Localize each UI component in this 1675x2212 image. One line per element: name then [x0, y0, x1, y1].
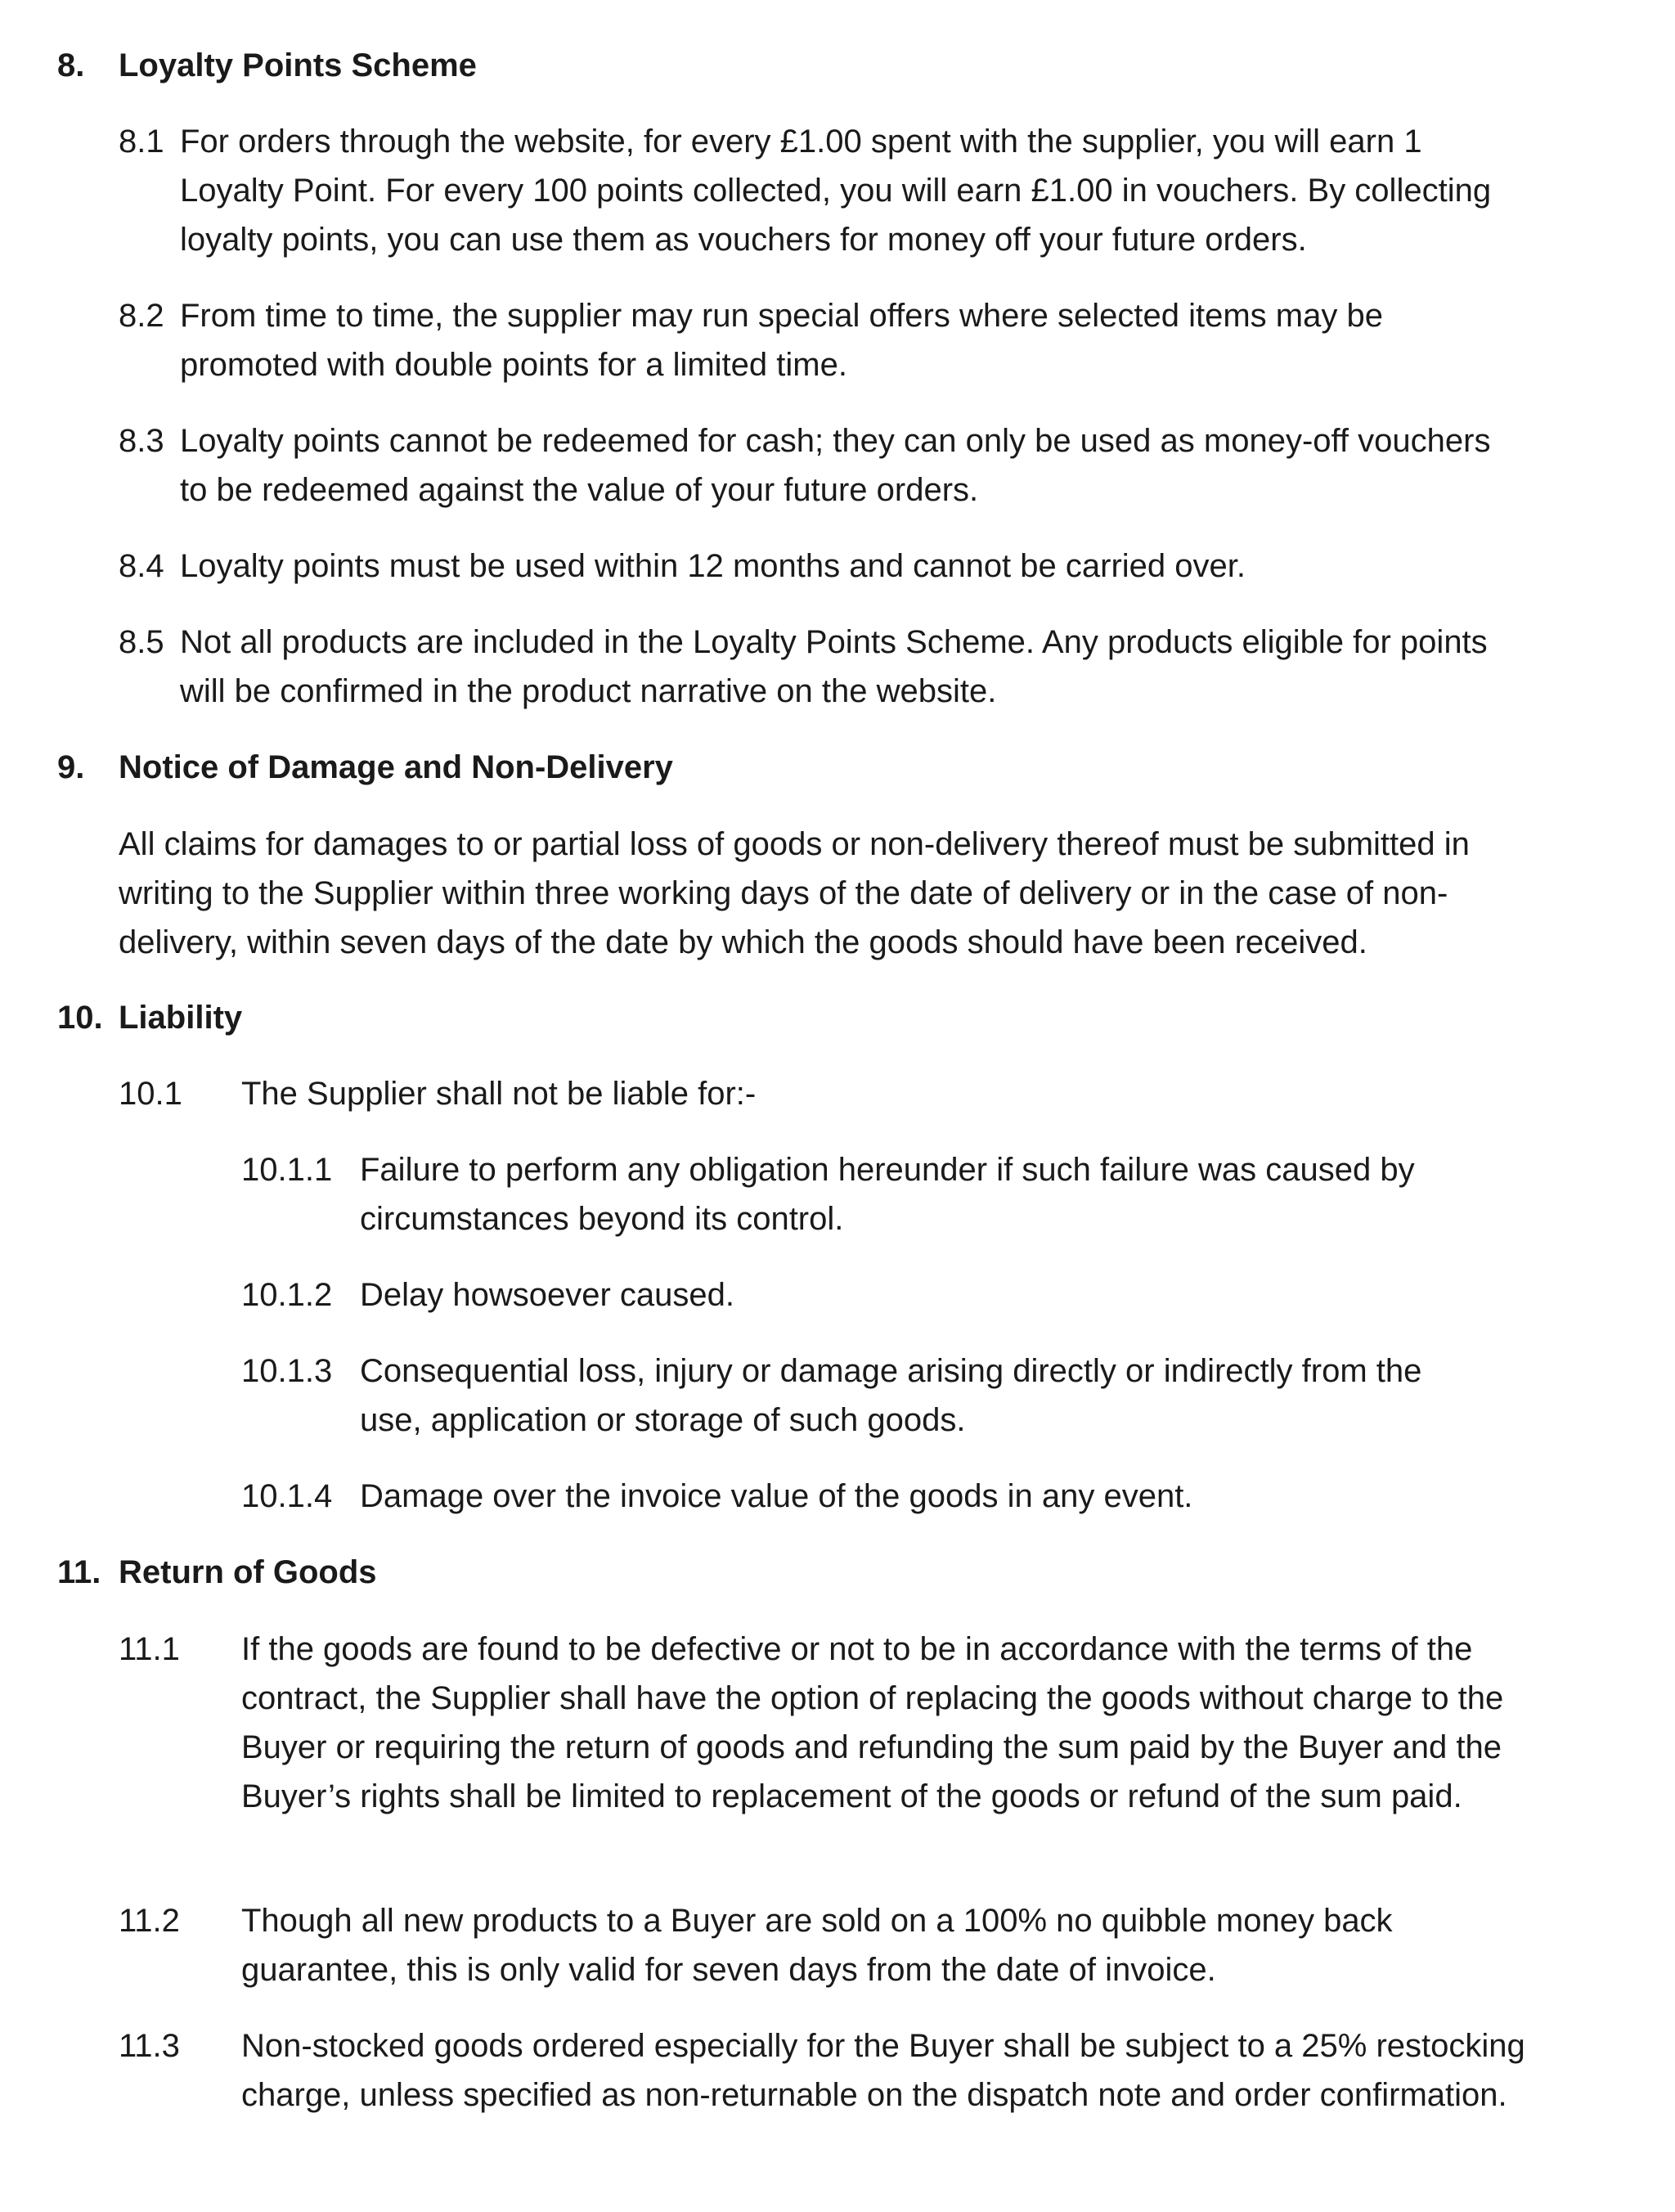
section-number: 11. [57, 1554, 101, 1590]
clause-10-1 [119, 1069, 1525, 1118]
subclause-number: 10.1.2 [241, 1277, 333, 1313]
section-title: Loyalty Points Scheme [119, 47, 477, 83]
clause-8-5 [119, 618, 1525, 716]
section-title: Return of Goods [119, 1554, 377, 1590]
clause-number: 10.1 [119, 1076, 182, 1112]
section-title: Notice of Damage and Non-Delivery [119, 749, 673, 785]
clause-11-1 [119, 1625, 1525, 1821]
clause-number: 8.5 [119, 624, 164, 660]
clause-text: For orders through the website, for every £1.00 spent with the supplier, you will earn 1 Loyalty Point. For every 100 points collected, you will earn £1.00 in vouchers. By collecting loyalty points, you can use them as vouchers for money off your future orders. [180, 124, 1492, 258]
subclause-text: Failure to perform any obligation hereunder if such failure was caused by circumstances beyond its control. [360, 1152, 1415, 1237]
clause-11-2 [119, 1896, 1525, 1994]
clause-number: 8.4 [119, 548, 164, 584]
clause-text: Though all new products to a Buyer are sold on a 100% no quibble money back guarantee, this is only valid for seven days from the date of invoice. [241, 1903, 1393, 1988]
clause-number: 11.3 [119, 2028, 180, 2064]
clause-text: Loyalty points must be used within 12 months and cannot be carried over. [180, 548, 1246, 584]
clause-8-2 [119, 291, 1525, 389]
clause-text: If the goods are found to be defective or not to be in accordance with the terms of the contract, the Supplier shall have the option of replacing the goods without charge to the Buyer or requiring the return of goods and refunding the sum paid by the Buyer and the Buyer’s rights shall be limited to replacement of the goods or refund of the sum paid. [241, 1631, 1504, 1814]
subclause-10-1-2 [241, 1270, 1484, 1320]
clause-number: 8.1 [119, 124, 164, 160]
clause-8-4 [119, 542, 1525, 591]
clause-8-3 [119, 416, 1525, 515]
clause-number: 11.2 [119, 1903, 180, 1939]
clause-text: Loyalty points cannot be redeemed for cash; they can only be used as money-off vouchers to be redeemed against the value of your future orders. [180, 423, 1491, 508]
clause-text: Non-stocked goods ordered especially for the Buyer shall be subject to a 25% restocking charge, unless specified as non-returnable on the dispatch note and order confirmation. [241, 2028, 1525, 2113]
subclause-number: 10.1.4 [241, 1478, 333, 1514]
clause-8-1 [119, 117, 1525, 264]
section-9-heading [57, 743, 673, 792]
clause-11-3 [119, 2021, 1525, 2120]
clause-number: 8.3 [119, 423, 164, 459]
clause-number: 11.1 [119, 1631, 180, 1667]
subclause-text: Damage over the invoice value of the goods in any event. [360, 1478, 1193, 1514]
subclause-text: Delay howsoever caused. [360, 1277, 735, 1313]
section-number: 10. [57, 1000, 103, 1036]
subclause-number: 10.1.3 [241, 1353, 333, 1389]
subclause-10-1-3 [241, 1347, 1484, 1445]
section-9-body: All claims for damages to or partial loss of goods or non-delivery thereof must be submitted in writing to the Supplier within three working days of the date of delivery or in the case of non-delivery, within seven days of the date by which the goods should have been received. [119, 826, 1470, 960]
subclause-text: Consequential loss, injury or damage arising directly or indirectly from the use, application or storage of such goods. [360, 1353, 1422, 1438]
section-11-heading [57, 1548, 377, 1597]
clause-text: Not all products are included in the Loyalty Points Scheme. Any products eligible for points will be confirmed in the product narrative on the website. [180, 624, 1488, 709]
clause-number: 8.2 [119, 298, 164, 334]
clause-text: From time to time, the supplier may run special offers where selected items may be promoted with double points for a limited time. [180, 298, 1383, 383]
section-number: 8. [57, 47, 85, 83]
subclause-number: 10.1.1 [241, 1152, 333, 1188]
subclause-10-1-1 [241, 1145, 1484, 1243]
section-8-heading [57, 41, 477, 90]
section-10-heading [57, 993, 242, 1042]
clause-text: The Supplier shall not be liable for:- [241, 1076, 757, 1112]
subclause-10-1-4 [241, 1472, 1484, 1521]
section-title: Liability [119, 1000, 243, 1036]
section-number: 9. [57, 749, 85, 785]
